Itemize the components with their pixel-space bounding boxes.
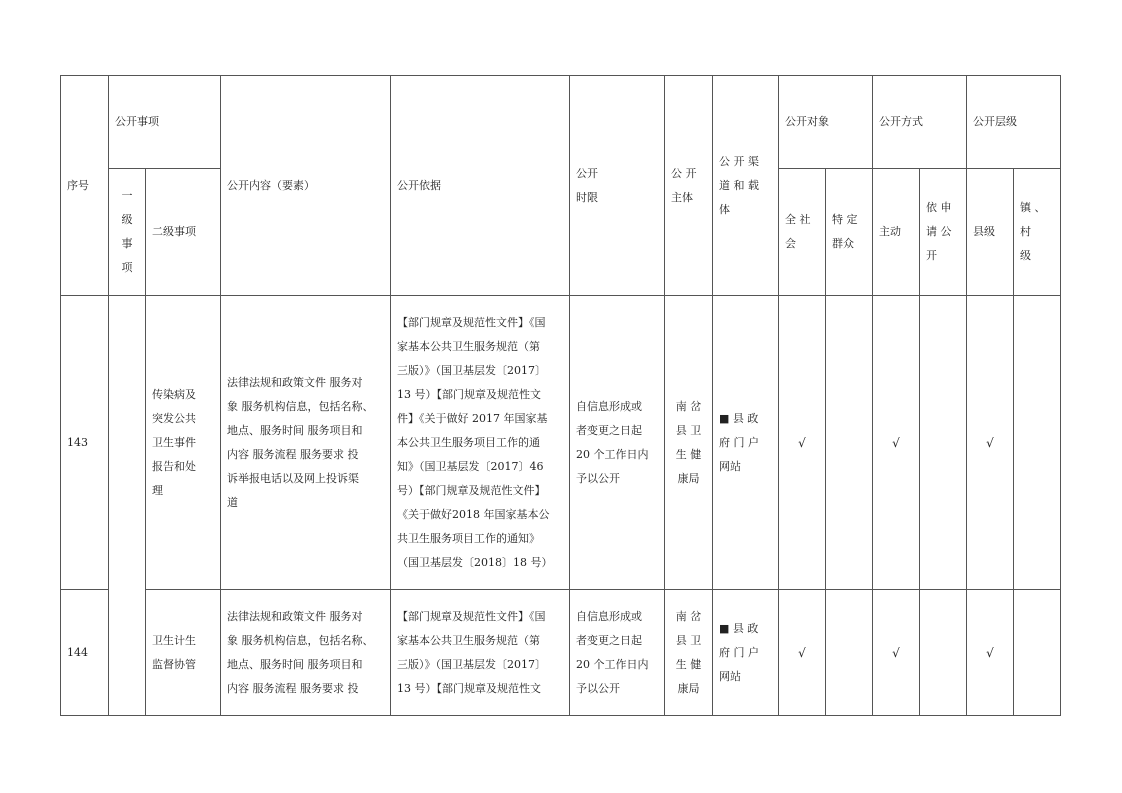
header-method: 公开方式 (873, 76, 967, 169)
row-content: 法律法规和政策文件 服务对 象 服务机构信息，包括名称、 地点、服务时间 服务项目和 内容 服务流程 服务要求 投 (221, 590, 391, 716)
table-row (61, 296, 1061, 590)
row-content: 法律法规和政策文件 服务对 象 服务机构信息，包括名称、 地点、服务时间 服务项目和 内容 服务流程 服务要求 投 诉举报电话以及网上投诉渠 道 (221, 296, 391, 590)
header-time-limit: 公开 时限 (570, 76, 665, 296)
header-channel: 公 开 渠 道 和 载 体 (713, 76, 779, 296)
row-method-active: √ (873, 590, 920, 716)
row-seq: 144 (61, 590, 109, 716)
header-target-specific: 特 定 群众 (826, 169, 873, 296)
row-level-county: √ (967, 590, 1014, 716)
row-channel: ■ 县 政 府 门 户 网站 (713, 590, 779, 716)
header-level-county: 县级 (967, 169, 1014, 296)
row-channel: ■ 县 政 府 门 户 网站 (713, 296, 779, 590)
row-target-specific (826, 296, 873, 590)
row-method-apply (920, 590, 967, 716)
row-target-all: √ (779, 590, 826, 716)
header-subject: 公 开 主体 (665, 76, 713, 296)
row-method-active: √ (873, 296, 920, 590)
header-method-active: 主动 (873, 169, 920, 296)
row-level2: 卫生计生 监督协管 (146, 590, 221, 716)
row-time-limit: 自信息形成或 者变更之日起 20 个工作日内 予以公开 (570, 590, 665, 716)
header-seq: 序号 (61, 76, 109, 296)
row-basis: 【部门规章及规范性文件】《国 家基本公共卫生服务规范（第 三版）》（国卫基层发〔2017〕 13 号）【部门规章及规范性文 (391, 590, 570, 716)
header-target: 公开对象 (779, 76, 873, 169)
row-level1-merged (109, 296, 146, 716)
table-row (61, 590, 1061, 716)
header-level1: 一 级 事 项 (109, 169, 146, 296)
disclosure-table (60, 75, 1061, 716)
header-content: 公开内容（要素） (221, 76, 391, 296)
header-basis: 公开依据 (391, 76, 570, 296)
row-target-specific (826, 590, 873, 716)
row-subject: 南 岔 县 卫 生 健 康局 (665, 296, 713, 590)
row-level-town (1014, 296, 1061, 590)
header-level-town: 镇 、 村 级 (1014, 169, 1061, 296)
row-basis: 【部门规章及规范性文件】《国 家基本公共卫生服务规范（第 三版）》（国卫基层发〔2017〕 13 号）【部门规章及规范性文 件】《关于做好 2017 年国家基 本公共卫生服务项目工作的通 知》（国卫基层发〔2017〕46 号）【部门规章及规范性文件】 《关于做好2018 年国家基本公 共卫生服务项目工作的通知》 （国卫基层发〔2018〕18 号） (391, 296, 570, 590)
row-method-apply (920, 296, 967, 590)
row-seq: 143 (61, 296, 109, 590)
row-subject: 南 岔 县 卫 生 健 康局 (665, 590, 713, 716)
header-level: 公开层级 (967, 76, 1061, 169)
row-time-limit: 自信息形成或 者变更之日起 20 个工作日内 予以公开 (570, 296, 665, 590)
row-level-county: √ (967, 296, 1014, 590)
row-level-town (1014, 590, 1061, 716)
header-matters: 公开事项 (109, 76, 221, 169)
row-level2: 传染病及 突发公共 卫生事件 报告和处 理 (146, 296, 221, 590)
header-method-apply: 依 申 请 公 开 (920, 169, 967, 296)
row-target-all: √ (779, 296, 826, 590)
header-level2: 二级事项 (146, 169, 221, 296)
header-target-all: 全 社 会 (779, 169, 826, 296)
